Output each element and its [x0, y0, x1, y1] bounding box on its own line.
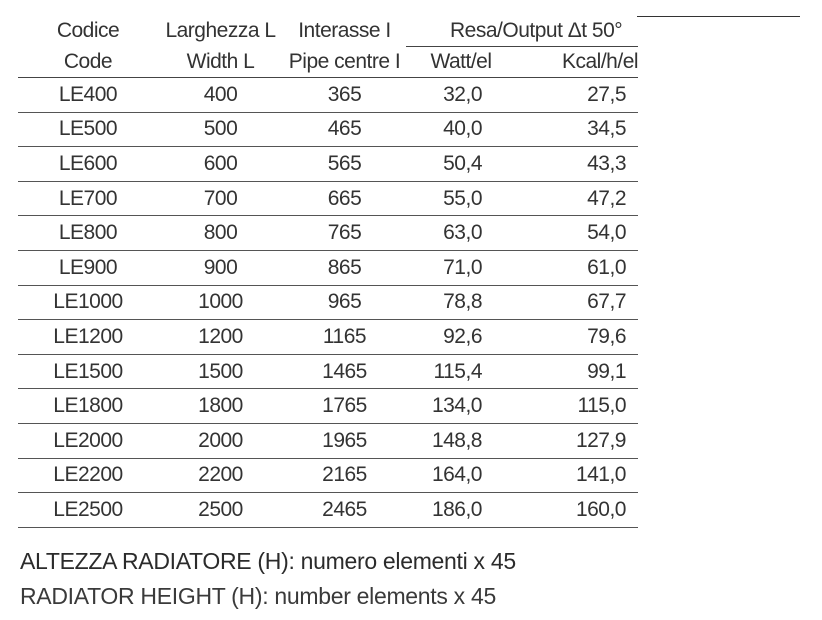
- cell-code: LE1800: [18, 389, 158, 424]
- cell-kcal: 141,0: [516, 458, 638, 493]
- cell-width: 2200: [158, 458, 283, 493]
- cell-code: LE1000: [18, 285, 158, 320]
- cell-kcal: 79,6: [516, 320, 638, 355]
- table-row: [18, 320, 638, 355]
- cell-width: 2000: [158, 423, 283, 458]
- cell-watt: 55,0: [406, 181, 516, 216]
- cell-watt: 92,6: [406, 320, 516, 355]
- cell-pipe-centre: 1765: [283, 389, 406, 424]
- header-width-it: Larghezza L: [165, 19, 276, 43]
- cell-width: 1200: [158, 320, 283, 355]
- cell-pipe-centre: 465: [283, 112, 406, 147]
- header-width-en: Width L: [158, 47, 283, 78]
- cell-watt: 115,4: [406, 354, 516, 389]
- cell-watt: 134,0: [406, 389, 516, 424]
- cell-watt: 186,0: [406, 493, 516, 528]
- cell-width: 700: [158, 181, 283, 216]
- header-output-group: Resa/Output Δt 50°: [406, 14, 638, 47]
- table-row: [18, 493, 638, 528]
- cell-pipe-centre: 1465: [283, 354, 406, 389]
- cell-code: LE2000: [18, 423, 158, 458]
- header-pipe-centre-en: Pipe centre I: [283, 47, 406, 78]
- cell-pipe-centre: 1965: [283, 423, 406, 458]
- note-english: RADIATOR HEIGHT (H): number elements x 45: [20, 583, 496, 609]
- cell-width: 800: [158, 216, 283, 251]
- cell-pipe-centre: 565: [283, 147, 406, 182]
- cell-code: LE400: [18, 78, 158, 113]
- table-row: [18, 78, 638, 113]
- cell-code: LE800: [18, 216, 158, 251]
- spec-table-wrapper: [18, 14, 638, 528]
- cell-code: LE2200: [18, 458, 158, 493]
- cell-width: 500: [158, 112, 283, 147]
- cell-code: LE600: [18, 147, 158, 182]
- cell-width: 1800: [158, 389, 283, 424]
- cell-pipe-centre: 965: [283, 285, 406, 320]
- table-row: [18, 147, 638, 182]
- cell-pipe-centre: 2465: [283, 493, 406, 528]
- cell-code: LE900: [18, 250, 158, 285]
- cell-width: 900: [158, 250, 283, 285]
- cell-width: 2500: [158, 493, 283, 528]
- cell-pipe-centre: 865: [283, 250, 406, 285]
- cell-watt: 164,0: [406, 458, 516, 493]
- cell-kcal: 47,2: [516, 181, 638, 216]
- cell-kcal: 67,7: [516, 285, 638, 320]
- cell-code: LE1500: [18, 354, 158, 389]
- table-row: [18, 112, 638, 147]
- table-row: [18, 458, 638, 493]
- cell-kcal: 115,0: [516, 389, 638, 424]
- cell-kcal: 61,0: [516, 250, 638, 285]
- cell-width: 1500: [158, 354, 283, 389]
- cell-watt: 148,8: [406, 423, 516, 458]
- table-row: [18, 250, 638, 285]
- cell-watt: 78,8: [406, 285, 516, 320]
- cell-width: 600: [158, 147, 283, 182]
- header-pipe-centre-it: Interasse I: [298, 19, 391, 43]
- cell-pipe-centre: 365: [283, 78, 406, 113]
- header-code-it: Codice: [56, 19, 120, 43]
- table-row: [18, 216, 638, 251]
- header-rule: [637, 16, 800, 17]
- header-code-en: Code: [18, 47, 158, 78]
- cell-kcal: 43,3: [516, 147, 638, 182]
- cell-kcal: 127,9: [516, 423, 638, 458]
- table-row: [18, 285, 638, 320]
- cell-watt: 71,0: [406, 250, 516, 285]
- cell-kcal: 160,0: [516, 493, 638, 528]
- spec-table: [18, 14, 638, 528]
- cell-watt: 63,0: [406, 216, 516, 251]
- cell-code: LE700: [18, 181, 158, 216]
- cell-watt: 32,0: [406, 78, 516, 113]
- cell-code: LE500: [18, 112, 158, 147]
- table-row: [18, 354, 638, 389]
- cell-code: LE2500: [18, 493, 158, 528]
- cell-code: LE1200: [18, 320, 158, 355]
- note-italian: ALTEZZA RADIATORE (H): numero elementi x 45: [20, 548, 516, 574]
- cell-kcal: 99,1: [516, 354, 638, 389]
- table-row: [18, 181, 638, 216]
- cell-width: 1000: [158, 285, 283, 320]
- header-kcal: Kcal/h/el: [516, 47, 638, 78]
- cell-width: 400: [158, 78, 283, 113]
- table-row: [18, 423, 638, 458]
- table-row: [18, 389, 638, 424]
- cell-watt: 50,4: [406, 147, 516, 182]
- cell-pipe-centre: 665: [283, 181, 406, 216]
- header-watt: Watt/el: [406, 47, 516, 78]
- cell-watt: 40,0: [406, 112, 516, 147]
- cell-kcal: 27,5: [516, 78, 638, 113]
- cell-kcal: 34,5: [516, 112, 638, 147]
- cell-kcal: 54,0: [516, 216, 638, 251]
- cell-pipe-centre: 765: [283, 216, 406, 251]
- notes-block: [20, 544, 516, 614]
- cell-pipe-centre: 2165: [283, 458, 406, 493]
- cell-pipe-centre: 1165: [283, 320, 406, 355]
